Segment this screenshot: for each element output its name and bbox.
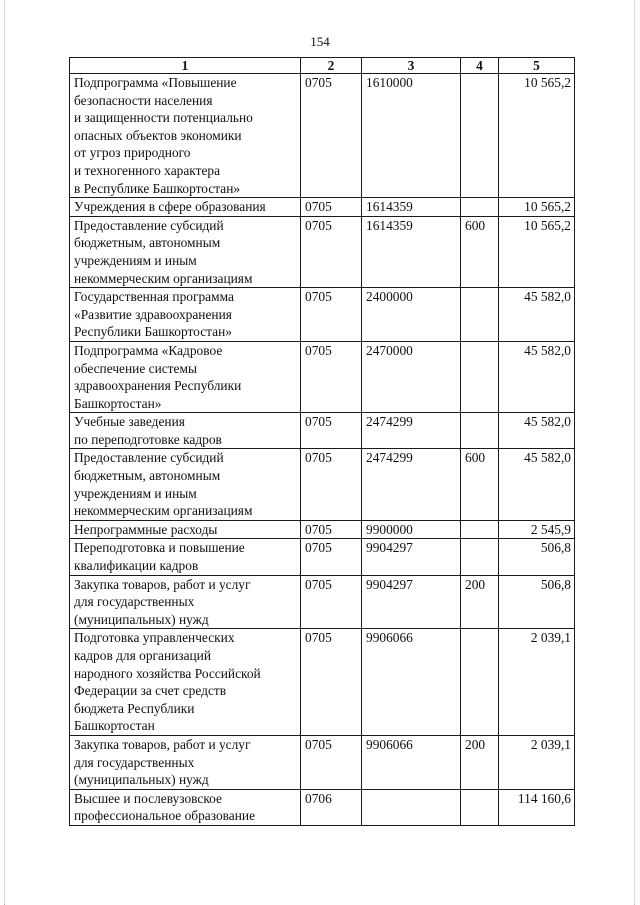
row-sum-cell: 45 582,0 — [499, 413, 575, 449]
scan-edge-left — [4, 0, 6, 905]
row-section-cell: 0705 — [301, 629, 362, 736]
row-expense-type-cell — [461, 198, 499, 217]
row-expense-type-cell — [461, 413, 499, 449]
row-sum-cell: 10 565,2 — [499, 216, 575, 287]
row-target-cell: 1614359 — [362, 216, 461, 287]
row-name-cell: Подпрограмма «Повышение безопасности населения и защищенности потенциально опасных объектов экономики от угроз природного и техногенного характера в Республике Башкортостан» — [70, 74, 301, 198]
table-row — [70, 789, 575, 825]
budget-table — [69, 57, 575, 826]
scan-edge-right — [634, 0, 636, 905]
row-name-cell: Закупка товаров, работ и услуг для государственных (муниципальных) нужд — [70, 575, 301, 629]
row-expense-type-cell — [461, 520, 499, 539]
row-sum-cell: 506,8 — [499, 575, 575, 629]
row-name-cell: Предоставление субсидий бюджетным, автономным учреждениям и иным некоммерческим организациям — [70, 449, 301, 520]
table-row — [70, 629, 575, 736]
row-target-cell: 9906066 — [362, 629, 461, 736]
row-section-cell: 0705 — [301, 413, 362, 449]
row-name-cell: Учебные заведения по переподготовке кадров — [70, 413, 301, 449]
row-section-cell: 0705 — [301, 539, 362, 575]
row-section-cell: 0705 — [301, 74, 362, 198]
row-section-cell: 0705 — [301, 520, 362, 539]
row-expense-type-cell: 200 — [461, 575, 499, 629]
table-row — [70, 288, 575, 342]
row-section-cell: 0705 — [301, 341, 362, 412]
row-target-cell: 2400000 — [362, 288, 461, 342]
row-name-cell: Высшее и послевузовское профессиональное образование — [70, 789, 301, 825]
row-sum-cell: 45 582,0 — [499, 341, 575, 412]
row-section-cell: 0706 — [301, 789, 362, 825]
row-section-cell: 0705 — [301, 575, 362, 629]
row-target-cell — [362, 789, 461, 825]
row-section-cell: 0705 — [301, 288, 362, 342]
row-sum-cell: 2 545,9 — [499, 520, 575, 539]
header-col-5: 5 — [499, 58, 575, 74]
row-target-cell: 2474299 — [362, 449, 461, 520]
row-section-cell: 0705 — [301, 198, 362, 217]
row-sum-cell: 506,8 — [499, 539, 575, 575]
row-name-cell: Государственная программа «Развитие здравоохранения Республики Башкортостан» — [70, 288, 301, 342]
table-row — [70, 74, 575, 198]
table-row — [70, 413, 575, 449]
row-expense-type-cell: 600 — [461, 216, 499, 287]
row-target-cell: 9904297 — [362, 539, 461, 575]
row-sum-cell: 2 039,1 — [499, 735, 575, 789]
row-target-cell: 9904297 — [362, 575, 461, 629]
row-section-cell: 0705 — [301, 216, 362, 287]
row-sum-cell: 45 582,0 — [499, 288, 575, 342]
header-row — [70, 58, 575, 74]
table-row — [70, 449, 575, 520]
row-name-cell: Закупка товаров, работ и услуг для государственных (муниципальных) нужд — [70, 735, 301, 789]
row-expense-type-cell — [461, 288, 499, 342]
table-row — [70, 216, 575, 287]
row-section-cell: 0705 — [301, 449, 362, 520]
row-expense-type-cell — [461, 629, 499, 736]
row-name-cell: Непрограммные расходы — [70, 520, 301, 539]
row-sum-cell: 10 565,2 — [499, 74, 575, 198]
row-expense-type-cell — [461, 789, 499, 825]
header-col-4: 4 — [461, 58, 499, 74]
row-expense-type-cell: 200 — [461, 735, 499, 789]
page-number: 154 — [310, 34, 330, 49]
row-name-cell: Подготовка управленческих кадров для организаций народного хозяйства Российской Федерации за счет средств бюджета Республики Башкортостан — [70, 629, 301, 736]
row-target-cell: 2470000 — [362, 341, 461, 412]
table-row — [70, 575, 575, 629]
row-sum-cell: 2 039,1 — [499, 629, 575, 736]
row-target-cell: 9906066 — [362, 735, 461, 789]
table-body — [70, 74, 575, 826]
row-sum-cell: 114 160,6 — [499, 789, 575, 825]
table-row — [70, 198, 575, 217]
row-expense-type-cell: 600 — [461, 449, 499, 520]
row-target-cell: 9900000 — [362, 520, 461, 539]
row-sum-cell: 10 565,2 — [499, 198, 575, 217]
row-section-cell: 0705 — [301, 735, 362, 789]
header-col-2: 2 — [301, 58, 362, 74]
table-row — [70, 341, 575, 412]
table-header — [70, 58, 575, 74]
row-name-cell: Подпрограмма «Кадровое обеспечение системы здравоохранения Республики Башкортостан» — [70, 341, 301, 412]
table-row — [70, 539, 575, 575]
header-col-3: 3 — [362, 58, 461, 74]
table-row — [70, 520, 575, 539]
row-name-cell: Переподготовка и повышение квалификации кадров — [70, 539, 301, 575]
row-name-cell: Учреждения в сфере образования — [70, 198, 301, 217]
row-sum-cell: 45 582,0 — [499, 449, 575, 520]
row-target-cell: 1614359 — [362, 198, 461, 217]
row-target-cell: 2474299 — [362, 413, 461, 449]
row-expense-type-cell — [461, 539, 499, 575]
row-expense-type-cell — [461, 341, 499, 412]
row-target-cell: 1610000 — [362, 74, 461, 198]
row-expense-type-cell — [461, 74, 499, 198]
header-col-1: 1 — [70, 58, 301, 74]
row-name-cell: Предоставление субсидий бюджетным, автономным учреждениям и иным некоммерческим организациям — [70, 216, 301, 287]
table-row — [70, 735, 575, 789]
